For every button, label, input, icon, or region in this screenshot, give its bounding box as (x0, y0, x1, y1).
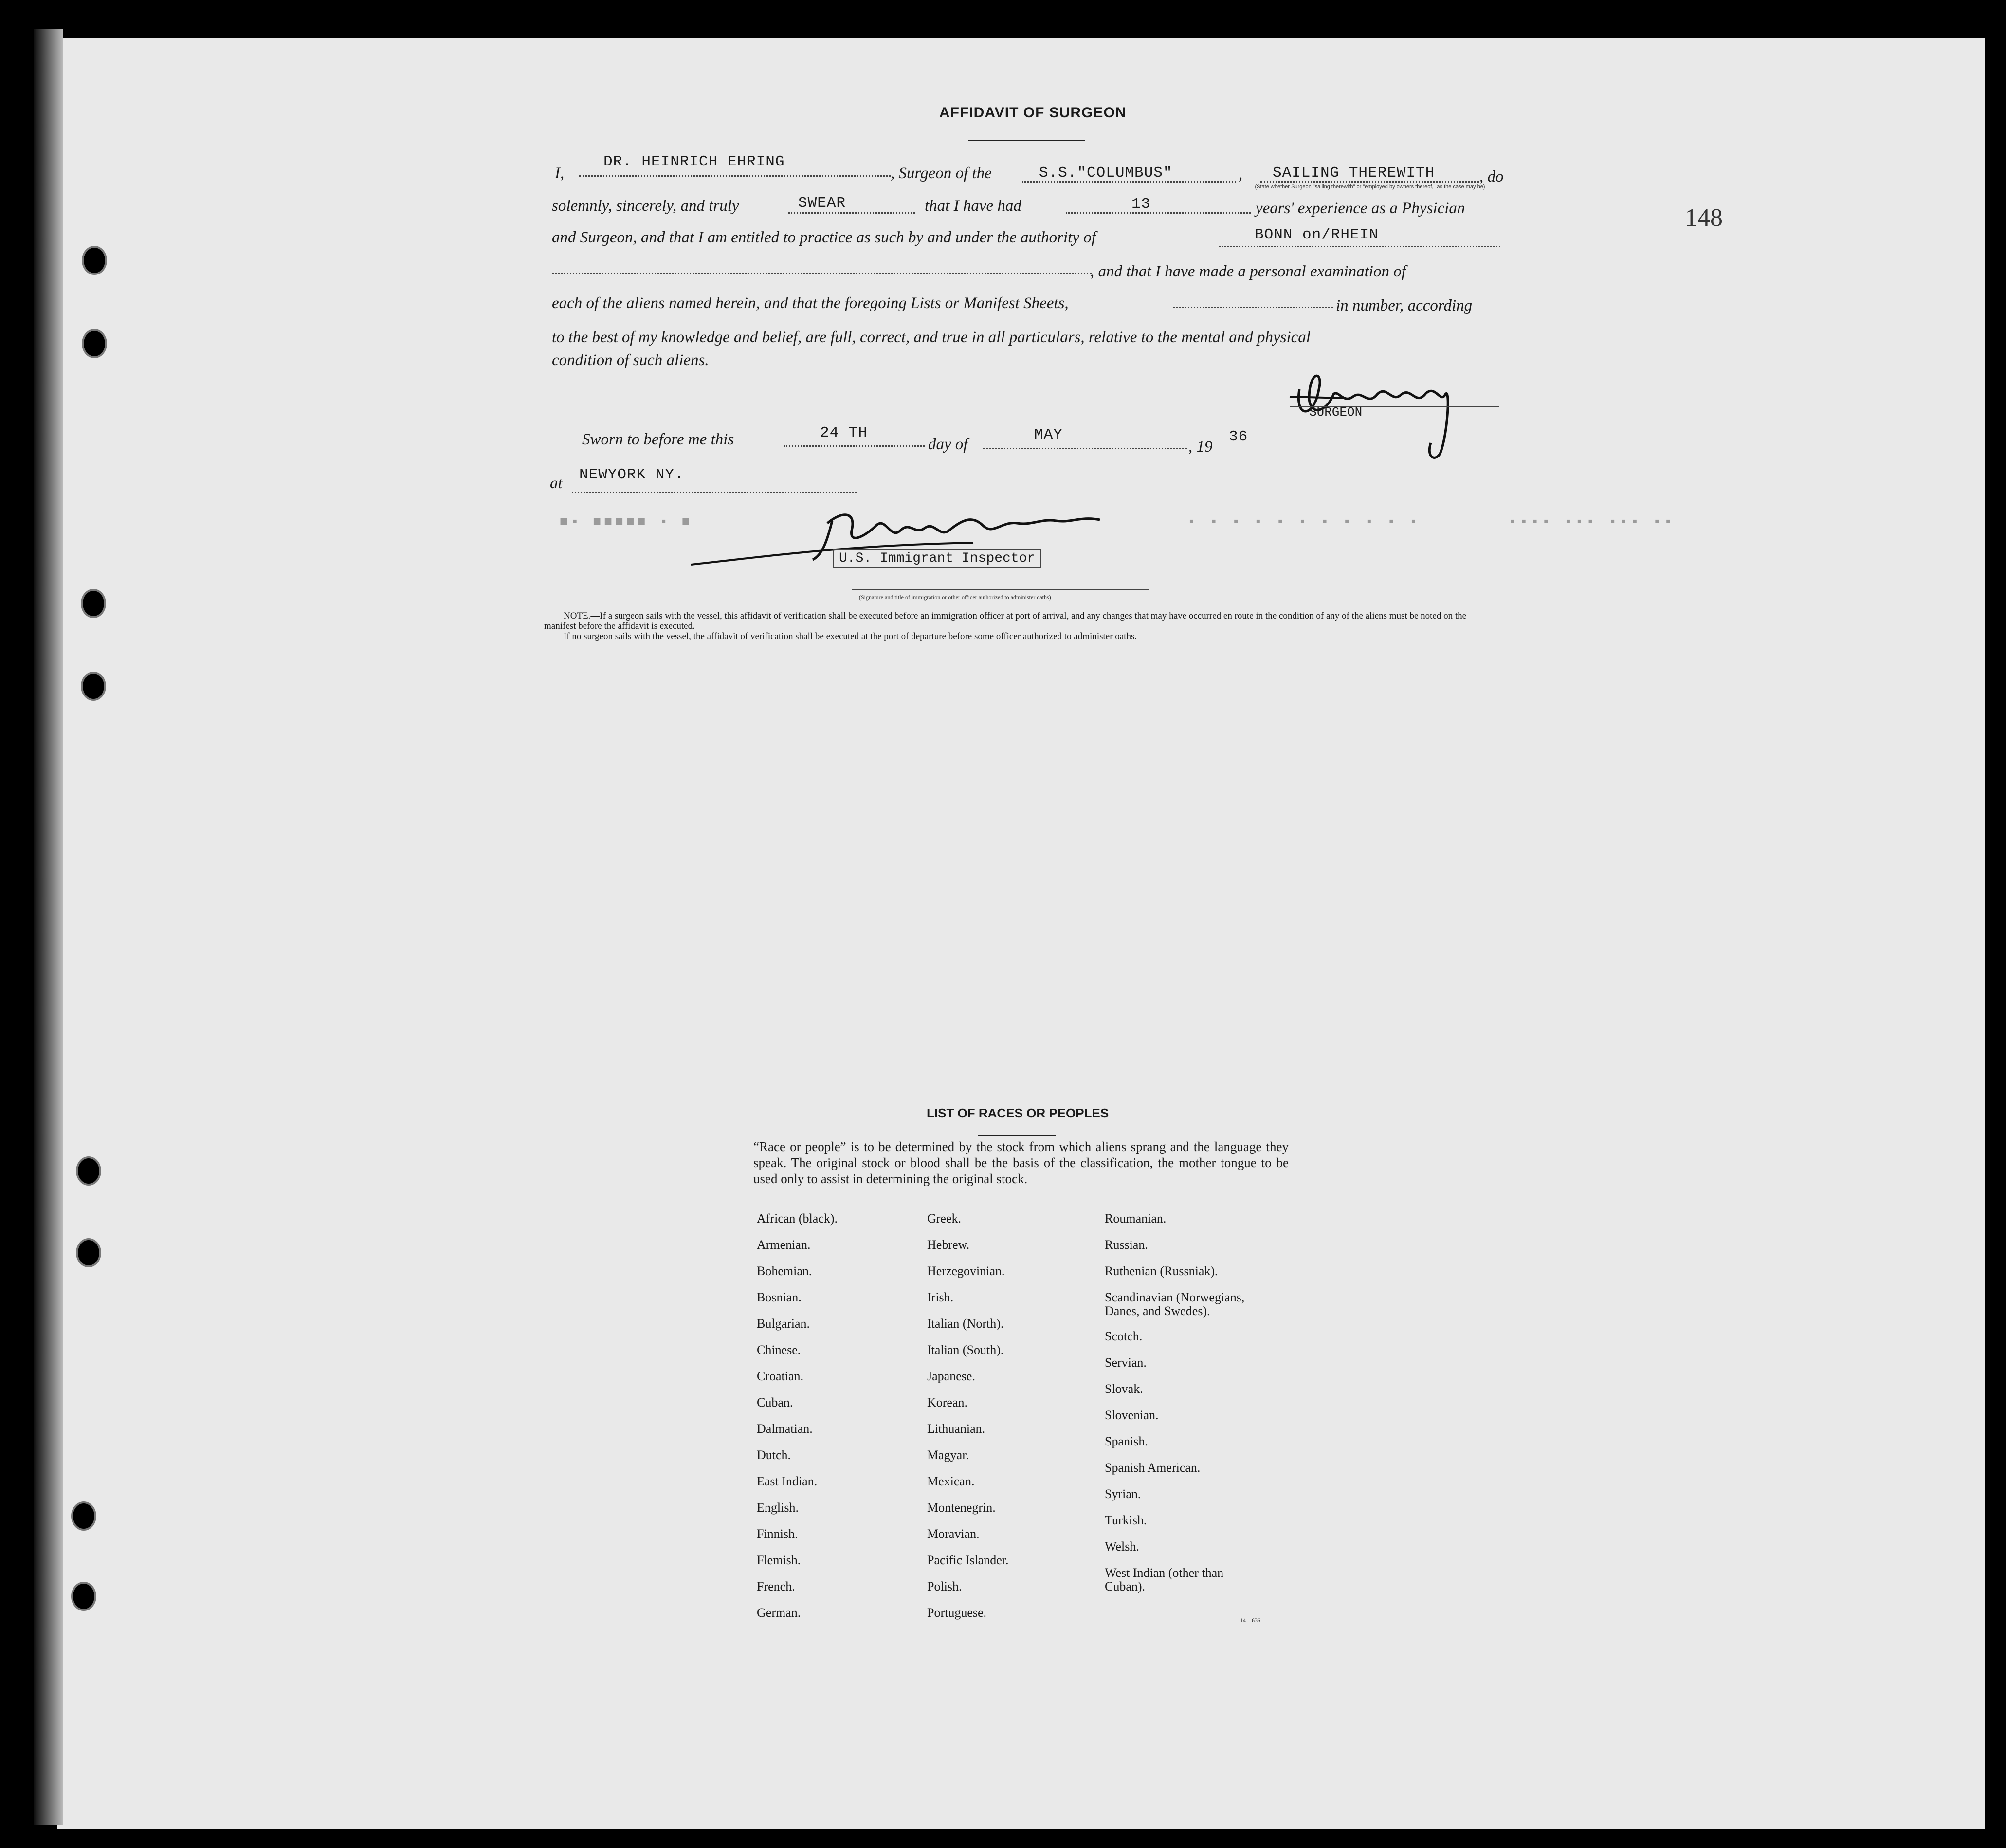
punch-hole (82, 329, 107, 358)
bleed-through-text: ▪ ▪ ▪ ▪ ▪ ▪ ▪ ▪ ▪ ▪ ▪ (1187, 515, 1421, 530)
title-underline (968, 140, 1085, 141)
affidavit-title: AFFIDAVIT OF SURGEON (939, 105, 1127, 121)
race-item: Scotch. (1105, 1329, 1143, 1343)
race-item: Hebrew. (927, 1238, 970, 1252)
form-number: 14—636 (1240, 1617, 1260, 1624)
race-item: Russian. (1105, 1238, 1148, 1252)
status-caption: (State whether Surgeon "sailing therewith" or "employed by owners thereof," as the case may be) (1255, 184, 1485, 190)
races-column-2 (927, 1212, 1009, 1632)
races-intro: “Race or people” is to be determined by the stock from which aliens sprang and the language they speak. The original stock or blood shall be the basis of the classification, the mother tongue to be used only to assist in determining the original stock. (753, 1139, 1289, 1186)
race-item: English. (757, 1500, 799, 1515)
race-item: Japanese. (927, 1369, 975, 1383)
race-item: Finnish. (757, 1527, 798, 1541)
fill-line (788, 212, 915, 214)
page-edge (34, 29, 63, 1825)
line3-prefix: and Surgeon, and that I am entitled to practice as such by and under the authority of (552, 229, 1096, 246)
line1-prefix: I, (555, 165, 565, 182)
fill-line (1260, 181, 1479, 183)
race-item: Welsh. (1105, 1539, 1139, 1554)
fill-line (552, 273, 1092, 274)
race-item: East Indian. (757, 1474, 818, 1488)
at-label: at (550, 475, 563, 492)
race-item: Polish. (927, 1579, 962, 1593)
sworn-year: 36 (1229, 428, 1248, 445)
punch-hole (71, 1582, 96, 1611)
race-item: West Indian (other than Cuban). (1105, 1566, 1224, 1593)
punch-hole (81, 672, 106, 701)
race-item: Portuguese. (927, 1606, 987, 1620)
race-item: Lithuanian. (927, 1422, 985, 1436)
line2-mid: that I have had (925, 197, 1021, 215)
line2-prefix: solemnly, sincerely, and truly (552, 197, 739, 215)
race-item: Greek. (927, 1211, 962, 1226)
fill-line (1219, 246, 1500, 247)
oath-type: SWEAR (798, 195, 846, 212)
signature-line (852, 589, 1149, 590)
races-list-title: LIST OF RACES OR PEOPLES (927, 1106, 1109, 1120)
race-item: Slovenian. (1105, 1408, 1159, 1422)
signature-caption: (Signature and title of immigration or other officer authorized to administer oaths) (859, 594, 1051, 601)
affidavit-note (544, 611, 1498, 641)
page-number: 148 (1685, 204, 1723, 232)
line6: to the best of my knowledge and belief, are full, correct, and true in all particulars, relative to the mental and physical (552, 329, 1311, 346)
surgeon-status: SAILING THEREWITH (1273, 165, 1435, 182)
race-item: Dutch. (757, 1448, 791, 1462)
ship-name: S.S."COLUMBUS" (1039, 165, 1173, 182)
fill-line (784, 445, 925, 447)
sworn-year-prefix: , 19 (1188, 438, 1213, 456)
fill-line (983, 448, 1187, 449)
race-item: Ruthenian (Russniak). (1105, 1264, 1218, 1278)
surgeon-label: SURGEON (1309, 405, 1363, 420)
punch-hole (82, 246, 107, 275)
races-column-1 (757, 1212, 838, 1632)
place: NEWYORK NY. (579, 466, 684, 483)
years-experience: 13 (1131, 196, 1151, 213)
race-item: Bulgarian. (757, 1317, 810, 1331)
race-item: Bosnian. (757, 1290, 802, 1304)
bleed-through-text: ▪▪▪▪ ▪▪▪ ▪▪▪ ▪▪ (1509, 515, 1676, 530)
note-paragraph-2: If no surgeon sails with the vessel, the affidavit of verification shall be executed at the port of departure before some officer authorized to administer oaths. (564, 631, 1137, 641)
sworn-prefix: Sworn to before me this (582, 431, 734, 448)
race-item: African (black). (757, 1211, 838, 1226)
surgeon-name: DR. HEINRICH EHRING (603, 153, 785, 170)
fill-line (1066, 212, 1251, 214)
race-item: Pacific Islander. (927, 1553, 1009, 1567)
race-item: Armenian. (757, 1238, 811, 1252)
race-item: Turkish. (1105, 1513, 1147, 1527)
line1-suffix: , do (1479, 168, 1504, 185)
punch-hole (76, 1156, 101, 1186)
line5-suffix: in number, according (1336, 297, 1473, 314)
race-item: Bohemian. (757, 1264, 812, 1278)
race-item: Herzegovinian. (927, 1264, 1005, 1278)
race-item: Roumanian. (1105, 1211, 1167, 1226)
race-item: Korean. (927, 1395, 968, 1409)
punch-hole (81, 589, 106, 618)
race-item: Magyar. (927, 1448, 969, 1462)
line4-suffix: , and that I have made a personal examination of (1090, 263, 1406, 280)
punch-hole (76, 1238, 101, 1267)
inspector-stamp: U.S. Immigrant Inspector (833, 549, 1041, 568)
race-item: Syrian. (1105, 1487, 1141, 1501)
bleed-through-text: ■▪ ■■■■■ ▪ ■ (560, 515, 693, 530)
line5-prefix: each of the aliens named herein, and that the foregoing Lists or Manifest Sheets, (552, 294, 1069, 312)
race-item: French. (757, 1579, 795, 1593)
line7: condition of such aliens. (552, 351, 709, 369)
race-item: Croatian. (757, 1369, 804, 1383)
line2-suffix: years' experience as a Physician (1256, 200, 1465, 217)
race-item: Scandinavian (Norwegians, Danes, and Swedes). (1105, 1290, 1245, 1318)
race-item: Servian. (1105, 1355, 1147, 1370)
races-title-underline (978, 1135, 1056, 1136)
race-item: Spanish. (1105, 1434, 1148, 1448)
races-column-3 (1105, 1212, 1256, 1592)
race-item: Italian (South). (927, 1343, 1004, 1357)
race-item: Mexican. (927, 1474, 975, 1488)
fill-line (579, 175, 891, 177)
race-item: Cuban. (757, 1395, 793, 1409)
fill-line (1173, 307, 1333, 308)
fill-line (572, 492, 857, 493)
fill-line (1022, 181, 1236, 183)
race-item: Flemish. (757, 1553, 801, 1567)
authority-place: BONN on/RHEIN (1255, 226, 1379, 243)
race-item: German. (757, 1606, 801, 1620)
punch-hole (71, 1501, 96, 1531)
race-item: Slovak. (1105, 1382, 1143, 1396)
line1-mid: , Surgeon of the (891, 165, 992, 182)
race-item: Irish. (927, 1290, 954, 1304)
race-item: Montenegrin. (927, 1500, 996, 1515)
sworn-month: MAY (1034, 426, 1063, 443)
race-item: Chinese. (757, 1343, 801, 1357)
race-item: Dalmatian. (757, 1422, 813, 1436)
race-item: Spanish American. (1105, 1461, 1201, 1475)
race-item: Moravian. (927, 1527, 980, 1541)
sworn-mid: day of (928, 436, 968, 453)
race-item: Italian (North). (927, 1317, 1004, 1331)
comma: , (1239, 165, 1243, 183)
note-paragraph-1: NOTE.—If a surgeon sails with the vessel, this affidavit of verification shall be executed before an immigration officer at port of arrival, and any changes that may have occurred en route in the condition of any of the aliens must be noted on the manifest before the affidavit is executed. (544, 611, 1467, 631)
sworn-day: 24 TH (820, 424, 868, 441)
